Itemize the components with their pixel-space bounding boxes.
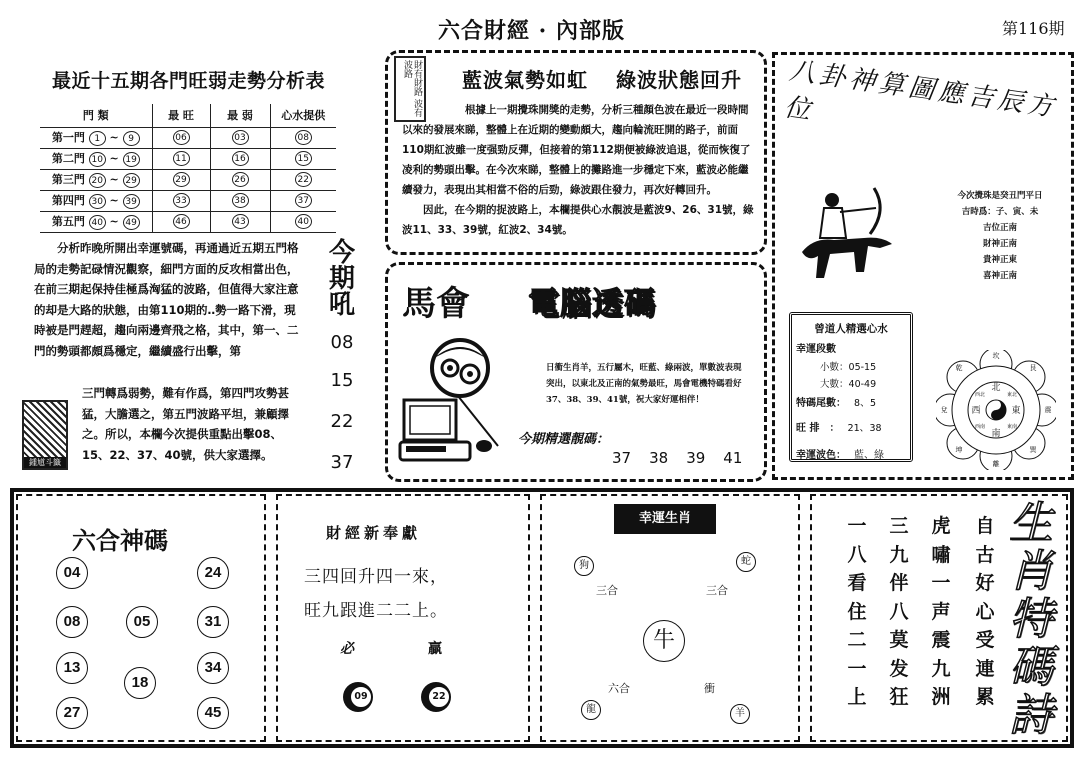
stamp-seal: 財有財路 波有波路 [394,56,426,122]
number-ball: 18 [124,667,156,699]
gate-cell: 第四門 30 ~ 39 [40,190,152,211]
weakest-cell: 38 [210,190,270,211]
wave-headline [462,64,742,93]
col-header-strongest: 最 旺 [152,104,210,127]
weakest-cell: 03 [210,127,270,148]
big-value: 40-49 [848,379,877,390]
mascot-computer-icon [398,336,528,466]
analysis-paragraph-2: 三門轉爲弱勢，難有作爲，第四門攻勢甚猛，大膽選之，第五門波路平坦，兼顧擇之。所以，本欄今次提供重點出擊08、15、22、37、40號，供大家選擇。 [82,386,289,462]
bonus-number: 22 [428,686,450,708]
must-label: 必 [340,641,354,657]
svg-text:離: 離 [992,460,1000,468]
headline-green: 綠波狀態回升 [616,68,742,92]
computer-title: 電腦透碼 [528,286,656,322]
lucky-picks-box [789,312,913,462]
tail-label: 特碼尾數 [796,398,836,409]
pick-number: 41 [723,449,743,467]
number-ball: 27 [56,697,88,729]
svg-text:東: 東 [1011,406,1021,416]
table-row [40,127,336,148]
portrait-caption: 鍾馗斗籤 [24,457,66,468]
pick-number: 38 [649,449,669,467]
brand-mahui: 馬會 [402,284,470,324]
picks-label: 今期精選靚碼： [518,432,610,447]
table-row [40,169,336,190]
col-header-weakest: 最 弱 [210,104,270,127]
svg-text:南: 南 [991,429,1001,439]
portrait-image [22,400,68,470]
chong-label: 衝 [704,682,715,695]
gate-table-title: 最近十五期各門旺弱走勢分析表 [52,70,326,92]
number-ball: 13 [56,652,88,684]
issue-number: 第116期 [1002,19,1065,38]
number-ball: 04 [56,557,88,589]
svg-text:兌: 兌 [940,406,948,414]
bonus-ball [421,682,451,712]
small-value: 05-15 [848,362,877,373]
wave-paragraph-1: 根據上一期攪珠開獎的走勢，分析三種顏色波在最近一段時間以來的發展來睇，整體上在近期的變動頗大，趨向輪流旺開的路子，前面110期紅波雖一度强勁反彈，但接着的第112期便被綠波追退，從而恢復了凌利的勢頭出擊。在今次來睇，整體上的攤路進一步穩定下來，藍波必能繼續發力，表現出其相當不俗的后勁，綠波跟住發力，再次好轉回升。 [402,104,751,196]
col-header-gate: 門 類 [40,104,152,127]
shout-number: 37 [330,452,354,473]
finance-title: 財經新奉獻 [326,524,422,542]
poem-column-2: 虎嘯一声震九洲 [931,515,951,708]
picks-numbers [612,449,760,467]
tip-cell: 15 [270,148,336,169]
headline-blue: 藍波氣勢如虹 [462,68,588,92]
bagua-compass-icon [936,350,1056,470]
finance-verse-1: 三四回升四一來， [304,567,448,587]
finance-verse-2: 旺九跟進二二上。 [304,601,448,621]
color-label: 幸運波色 [796,450,836,461]
tail-digits: 特碼尾數： 8、5 [796,398,877,409]
color-value: 藍、綠 [854,450,884,461]
poem-column-3: 三九伴八莫发狂 [889,515,909,708]
tip-cell: 37 [270,190,336,211]
number-ball: 34 [197,652,229,684]
fortune-info [930,188,1070,284]
table-row [40,148,336,169]
gate-analysis-table [40,104,336,233]
fortune-line: 吉位正南 [982,223,1017,233]
svg-text:巽: 巽 [1029,446,1037,454]
big-range: 大數：40-49 [820,379,877,390]
svg-text:東南: 東南 [1006,424,1018,430]
lucky-color: 幸運波色： 藍、綠 [796,450,884,461]
poem-title: 生肖特碼詩 [1009,498,1053,741]
computer-note: 日衝生肖羊，五行屬木，旺藍、綠兩波，單數波表現突出，以東北及正南的氣勢最旺，馬會電機特碼看好37、38、39、41號，祝大家好運相伴！ [546,363,742,405]
win-label: 贏 [428,641,442,657]
shout-number: 08 [330,332,354,353]
zodiac-ox-center: 牛 [643,620,685,662]
analysis-paragraph-1: 分析昨晚所開出幸運號碼，再通過近五期五門格局的走勢記碌情況觀察，細門方面的反攻相當出色，在前三期起保持佳極爲洶猛的波路，但值得大家注意的却是大路的狀態，由第110期的‥勢一路下滑，現時被是門趕超，趨向兩邊齊飛之格，其中，第一、二門的勢頭都頗爲穩定，繼續盛行出擊，第 [34,241,299,358]
shout-title: 今期吼 [328,238,355,320]
svg-text:北: 北 [991,383,1001,393]
svg-text:乾: 乾 [955,364,963,372]
pick-number: 37 [612,449,632,467]
fortune-line: 今次攪珠是癸丑門平日 [957,191,1043,201]
zodiac-goat: 羊 [730,704,750,724]
shout-number: 15 [330,370,354,391]
gate-cell: 第五門 40 ~ 49 [40,211,152,232]
fortune-line: 貴神正東 [982,255,1017,265]
svg-text:西南: 西南 [974,424,986,430]
poem-column-1: 自古好心受連累 [975,515,995,708]
number-ball: 08 [56,606,88,638]
archer-horse-icon [794,182,894,282]
zodiac-dragon: 龍 [581,700,601,720]
gate-cell: 第二門 10 ~ 19 [40,148,152,169]
small-label: 小數 [820,362,840,373]
fortune-line: 喜神正南 [982,271,1017,281]
hot-value: 21、38 [847,423,882,434]
number-ball: 24 [197,557,229,589]
fortune-title: 八卦神算圖應吉辰方位 [782,55,1060,127]
svg-text:震: 震 [1044,406,1052,414]
zodiac-snake: 蛇 [736,552,756,572]
wave-paragraph-2: 因此，在今期的捉波路上，本欄提供心水靚波是藍波9、26、31號，綠波11、33、39號，紅波2、34號。 [402,204,754,236]
zodiac-title: 幸運生肖 [614,504,716,534]
tail-value: 8、5 [854,398,877,409]
svg-text:東北: 東北 [1006,392,1018,398]
svg-text:西北: 西北 [974,392,986,398]
tip-cell: 08 [270,127,336,148]
liuhe-title: 六合神碼 [72,527,168,555]
sanhe-label: 三合 [706,584,728,597]
weakest-cell: 26 [210,169,270,190]
svg-text:坤: 坤 [955,446,963,454]
tip-cell: 22 [270,169,336,190]
fortune-line: 吉時爲：子、寅、未 [961,207,1039,217]
shout-number: 22 [330,411,354,432]
weakest-cell: 16 [210,148,270,169]
gate-cell: 第一門 1 ~ 9 [40,127,152,148]
table-row [40,211,336,232]
svg-text:坎: 坎 [992,352,1000,360]
pick-number: 39 [686,449,706,467]
table-row [40,190,336,211]
sanhe-label: 三合 [596,584,618,597]
number-ball: 45 [197,697,229,729]
fortune-line: 財神正南 [982,239,1017,249]
gate-cell: 第三門 20 ~ 29 [40,169,152,190]
hot-label: 旺 排 [796,423,820,434]
segment-label: 幸運段數 [796,344,836,355]
strongest-cell: 29 [152,169,210,190]
hot-numbers: 旺 排 ： 21、38 [796,423,882,434]
strongest-cell: 06 [152,127,210,148]
number-ball: 31 [197,606,229,638]
liuhe-label: 六合 [608,682,630,695]
big-label: 大數 [820,379,840,390]
tip-cell: 40 [270,211,336,232]
number-ball: 05 [126,606,158,638]
svg-text:艮: 艮 [1029,364,1037,372]
analysis-text [34,238,306,361]
weakest-cell: 43 [210,211,270,232]
svg-text:西: 西 [971,406,981,416]
small-range: 小數：05-15 [820,362,877,373]
col-header-tip: 心水提供 [270,104,336,127]
strongest-cell: 11 [152,148,210,169]
poem-column-4: 一八看住二一上 [847,515,867,708]
wave-body [402,100,758,240]
bonus-number: 09 [350,686,372,708]
masthead-title: 六合財經 · 內部版 [438,18,625,44]
strongest-cell: 33 [152,190,210,211]
strongest-cell: 46 [152,211,210,232]
lucky-box-title: 曾道人精選心水 [814,323,888,335]
bonus-ball [343,682,373,712]
zodiac-dog: 狗 [574,556,594,576]
